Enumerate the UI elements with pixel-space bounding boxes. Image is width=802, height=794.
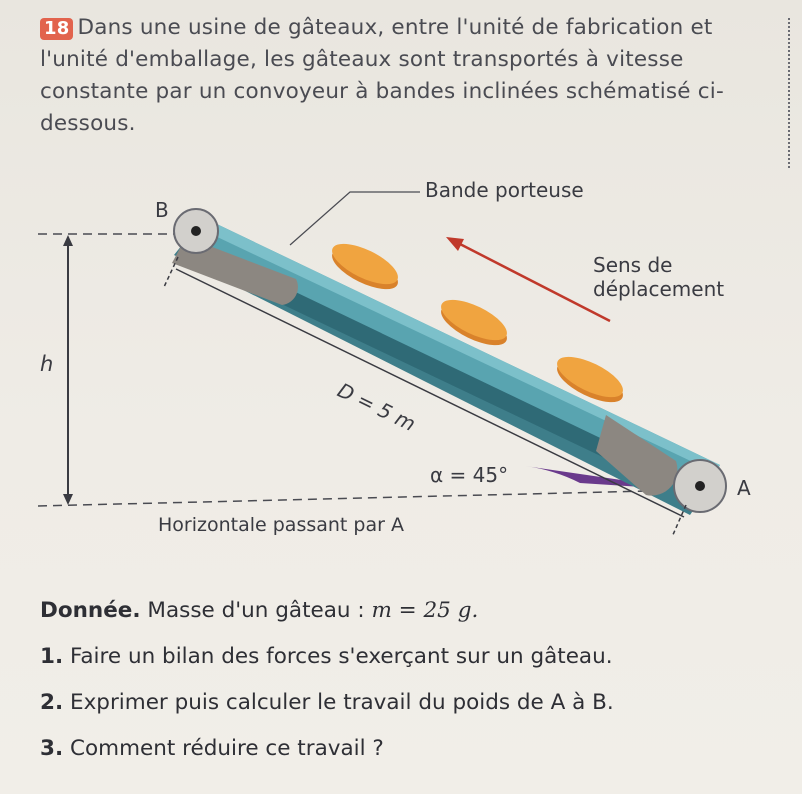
bande-pointer-line: [290, 192, 420, 245]
label-sens-line1: Sens de: [593, 253, 673, 277]
margin-dotted-line: [788, 18, 790, 168]
exercise-intro-text: Dans une usine de gâteaux, entre l'unité de fabrication et l'unité d'emballage, les gâteaux sont transportés à vitesse constante par un convoyeur à bandes inclinées schématisé ci-dessous.: [40, 15, 724, 136]
height-arrow-head-top: [63, 235, 73, 246]
question-2-number: 2.: [40, 690, 64, 715]
label-height: h: [40, 352, 54, 376]
question-3-text: Comment réduire ce travail ?: [69, 736, 384, 761]
question-1-text: Faire un bilan des forces s'exerçant sur un gâteau.: [69, 644, 613, 669]
question-1: [40, 634, 780, 680]
direction-arrow-head: [446, 237, 464, 251]
donnee-line: [40, 588, 780, 634]
question-1-number: 1.: [40, 644, 64, 669]
exercise-number-badge: 18: [40, 18, 73, 40]
roller-a-axle: [695, 481, 705, 491]
label-point-a: A: [737, 476, 751, 500]
label-bande-porteuse: Bande porteuse: [425, 178, 584, 202]
exercise-intro: [40, 12, 775, 140]
donnee-value: m = 25 g.: [371, 598, 479, 623]
roller-b-axle: [191, 226, 201, 236]
label-horizontale: Horizontale passant par A: [158, 514, 404, 536]
question-2: [40, 680, 780, 726]
label-alpha: α = 45°: [430, 463, 509, 487]
label-point-b: B: [155, 198, 169, 222]
donnee-title: Donnée.: [40, 598, 141, 623]
label-distance: D = 5 m: [333, 377, 420, 437]
question-2-text: Exprimer puis calculer le travail du poids de A à B.: [69, 690, 614, 715]
height-arrow-head-bottom: [63, 494, 73, 505]
horizontal-dashed-line: [38, 490, 688, 506]
donnee-text: Masse d'un gâteau :: [147, 598, 372, 623]
questions-block: [40, 588, 780, 772]
label-sens-line2: déplacement: [593, 277, 725, 301]
question-3-number: 3.: [40, 736, 64, 761]
question-3: [40, 726, 780, 772]
conveyor-diagram: [0, 165, 802, 585]
